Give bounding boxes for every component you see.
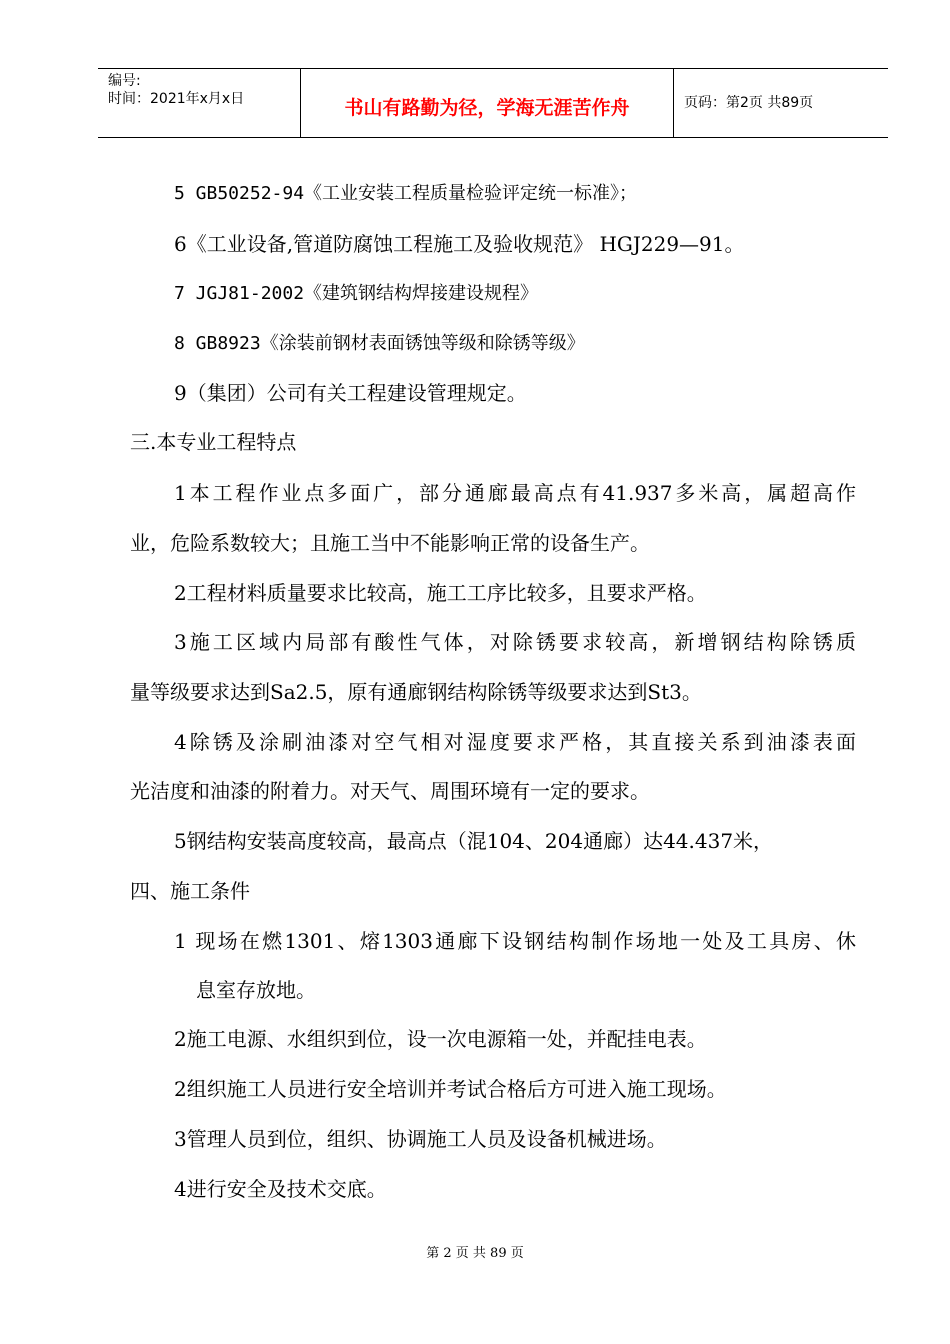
- standard-item-8: 8 GB8923《涂装前钢材表面锈蚀等级和除锈等级》: [174, 333, 585, 354]
- feature-4-line-2: 光洁度和油漆的附着力。对天气、周围环境有一定的要求。: [130, 779, 650, 803]
- header-motto: 书山有路勤为径，学海无涯苦作舟: [344, 97, 630, 119]
- feature-3-line-2: 量等级要求达到Sa2.5，原有通廊钢结构除锈等级要求达到St3。: [130, 680, 702, 704]
- condition-3: 3管理人员到位，组织、协调施工人员及设备机械进场。: [174, 1127, 667, 1151]
- section-heading-3: 三.本专业工程特点: [130, 430, 297, 454]
- standard-item-6: 6《工业设备,管道防腐蚀工程施工及验收规范》 HGJ229—91。: [174, 232, 745, 256]
- condition-1-line-1: 1 现场在燃1301、熔1303通廊下设钢结构制作场地一处及工具房、休: [174, 929, 856, 953]
- page-footer: 第 2 页 共 89 页: [426, 1246, 524, 1261]
- condition-1-line-2: 息室存放地。: [196, 978, 316, 1002]
- feature-5: 5钢结构安装高度较高，最高点（混104、204通廊）达44.437米，: [174, 829, 774, 853]
- feature-4-line-1: 4除锈及涂刷油漆对空气相对湿度要求严格，其直接关系到油漆表面: [174, 730, 856, 754]
- feature-1-line-1: 1本工程作业点多面广，部分通廊最高点有41.937多米高，属超高作: [174, 481, 856, 505]
- condition-2-power: 2施工电源、水组织到位，设一次电源箱一处，并配挂电表。: [174, 1027, 707, 1051]
- header-page-cell: [674, 69, 888, 137]
- standard-item-5: 5 GB50252-94《工业安装工程质量检验评定统一标准》；: [174, 183, 638, 204]
- feature-2: 2工程材料质量要求比较高，施工工序比较多，且要求严格。: [174, 581, 707, 605]
- condition-2-training: 2组织施工人员进行安全培训并考试合格后方可进入施工现场。: [174, 1077, 727, 1101]
- header-motto-cell: [300, 69, 674, 137]
- header-meta-cell: [98, 69, 300, 137]
- standard-item-9: 9（集团）公司有关工程建设管理规定。: [174, 381, 527, 405]
- condition-4: 4进行安全及技术交底。: [174, 1177, 387, 1201]
- standard-item-7: 7 JGJ81-2002《建筑钢结构焊接建设规程》: [174, 283, 539, 304]
- document-date-label: 时间：2021年x月x日: [108, 91, 245, 107]
- feature-3-line-1: 3施工区域内局部有酸性气体，对除锈要求较高，新增钢结构除锈质: [174, 630, 856, 654]
- document-number-label: 编号:: [108, 73, 141, 89]
- page-header: [98, 68, 888, 138]
- feature-1-line-2: 业，危险系数较大；且施工当中不能影响正常的设备生产。: [130, 531, 650, 555]
- header-page-number: 页码：第2页 共89页: [684, 95, 814, 111]
- section-heading-4: 四、施工条件: [130, 879, 250, 903]
